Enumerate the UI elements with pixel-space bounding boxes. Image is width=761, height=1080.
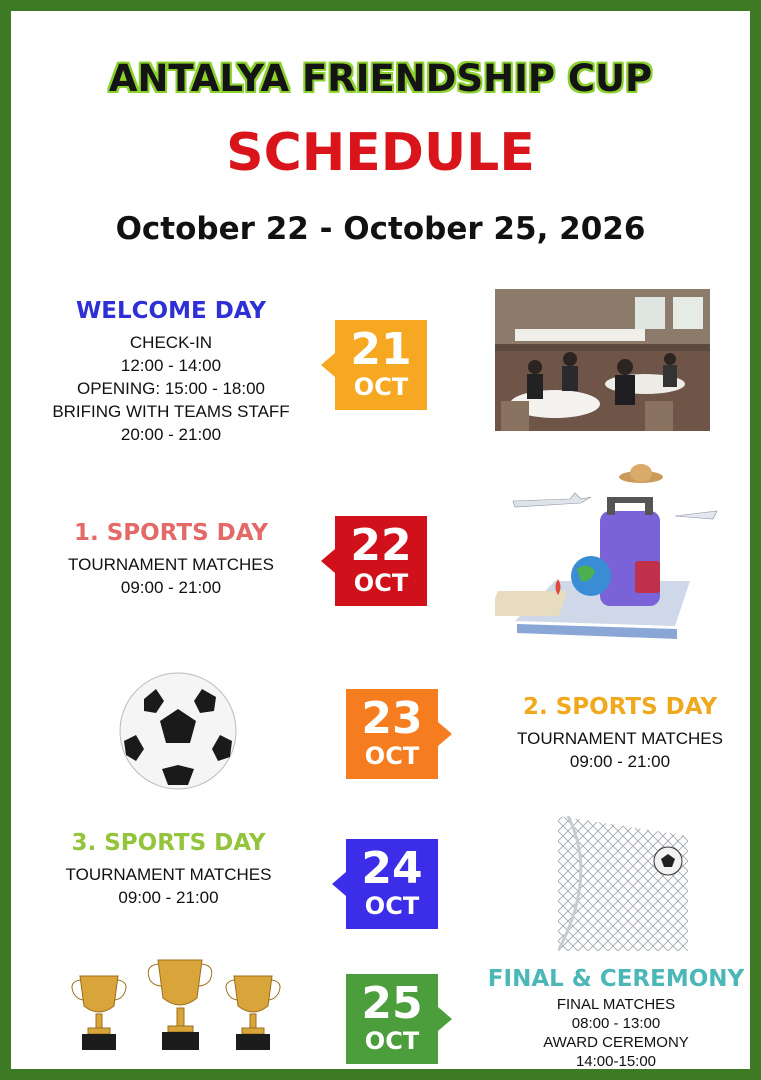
event-line: 09:00 - 21:00 <box>118 888 219 907</box>
event-line: CHECK-IN <box>129 333 213 352</box>
badge-pointer <box>321 353 335 377</box>
event-line: BRIFING WITH TEAMS STAFF <box>52 402 290 421</box>
event-heading: 2. SPORTS DAY <box>522 694 717 720</box>
badge-day: 24 <box>361 843 423 894</box>
soccer-ball <box>116 669 241 794</box>
badge-day: 21 <box>350 324 412 375</box>
badge-pointer <box>332 872 346 896</box>
welcome-day-info <box>31 297 311 446</box>
event-line: 09:00 - 21:00 <box>569 752 671 771</box>
conference-room-photo <box>495 289 710 431</box>
badge-month: OCT <box>364 742 420 770</box>
sports-day-3-info <box>36 829 301 909</box>
trophies <box>66 956 286 1056</box>
event-line: 20:00 - 21:00 <box>120 425 222 444</box>
date-range: October 22 - October 25, 2026 <box>115 211 646 247</box>
event-heading: WELCOME DAY <box>75 298 267 324</box>
badge-day: 25 <box>361 978 423 1029</box>
date-badge-25 <box>346 974 438 1064</box>
badge-month: OCT <box>364 1027 420 1055</box>
badge-pointer <box>438 722 452 746</box>
badge-day: 23 <box>361 693 423 744</box>
event-line: 08:00 - 13:00 <box>571 1015 661 1032</box>
event-line: 12:00 - 14:00 <box>120 356 222 375</box>
final-ceremony-info <box>471 965 761 1071</box>
travel-suitcase-illustration <box>495 461 720 646</box>
badge-month: OCT <box>353 569 409 597</box>
event-line: 09:00 - 21:00 <box>120 578 222 597</box>
event-line: OPENING: 15:00 - 18:00 <box>76 379 266 398</box>
event-line: TOURNAMENT MATCHES <box>517 729 723 748</box>
event-line: 14:00-15:00 <box>575 1053 657 1070</box>
event-line: AWARD CEREMONY <box>543 1034 689 1051</box>
sports-day-1-info <box>36 519 306 599</box>
badge-day: 22 <box>350 520 412 571</box>
event-line: TOURNAMENT MATCHES <box>68 555 274 574</box>
badge-month: OCT <box>353 373 409 401</box>
date-badge-22 <box>335 516 427 606</box>
event-line: TOURNAMENT MATCHES <box>65 865 272 884</box>
badge-pointer <box>321 549 335 573</box>
schedule-heading: SCHEDULE <box>226 123 535 183</box>
date-badge-24 <box>346 839 438 929</box>
date-badge-21 <box>335 320 427 410</box>
event-title: ANTALYA FRIENDSHIP CUP <box>108 57 653 100</box>
event-heading: 3. SPORTS DAY <box>71 830 266 856</box>
ball-in-goal-net <box>558 816 688 951</box>
event-heading: FINAL & CEREMONY <box>487 966 745 992</box>
event-heading: 1. SPORTS DAY <box>73 520 268 546</box>
date-badge-23 <box>346 689 438 779</box>
sports-day-2-info <box>489 693 751 773</box>
badge-pointer <box>438 1007 452 1031</box>
badge-month: OCT <box>364 892 420 920</box>
event-line: FINAL MATCHES <box>556 996 676 1013</box>
